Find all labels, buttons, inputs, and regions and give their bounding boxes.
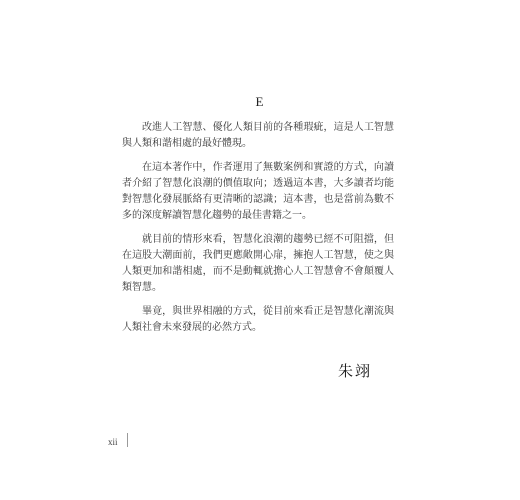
section-heading: E [255,94,265,109]
paragraph: 改進人工智慧、優化人類目前的各種瑕疵，這是人工智慧與人類和諧相處的最好體現。 [122,122,394,149]
paragraph: 在這本著作中，作者運用了無數案例和實證的方式，向讀者介紹了智慧化浪潮的價值取向；透過這本書，大多讀者均能對智慧化發展脈絡有更清晰的認識；這本書，也是當前為數不多的深度解讀智慧化趨勢的最佳書籍之一。 [122,162,394,221]
page-number: xii [108,437,118,447]
page-number-divider [127,433,128,447]
body-text [122,120,394,344]
author-signature: 朱翊 [338,362,373,380]
paragraph: 就目前的情形來看，智慧化浪潮的趨勢已經不可阻擋，但在這股大潮面前，我們更應敞開心扉，擁抱人工智慧，使之與人類更加和諧相處，而不是動輒就擔心人工智慧會不會顛覆人類智慧。 [122,234,394,293]
paragraph: 畢竟，與世界相融的方式，從目前來看正是智慧化潮流與人類社會未來發展的必然方式。 [122,306,394,333]
